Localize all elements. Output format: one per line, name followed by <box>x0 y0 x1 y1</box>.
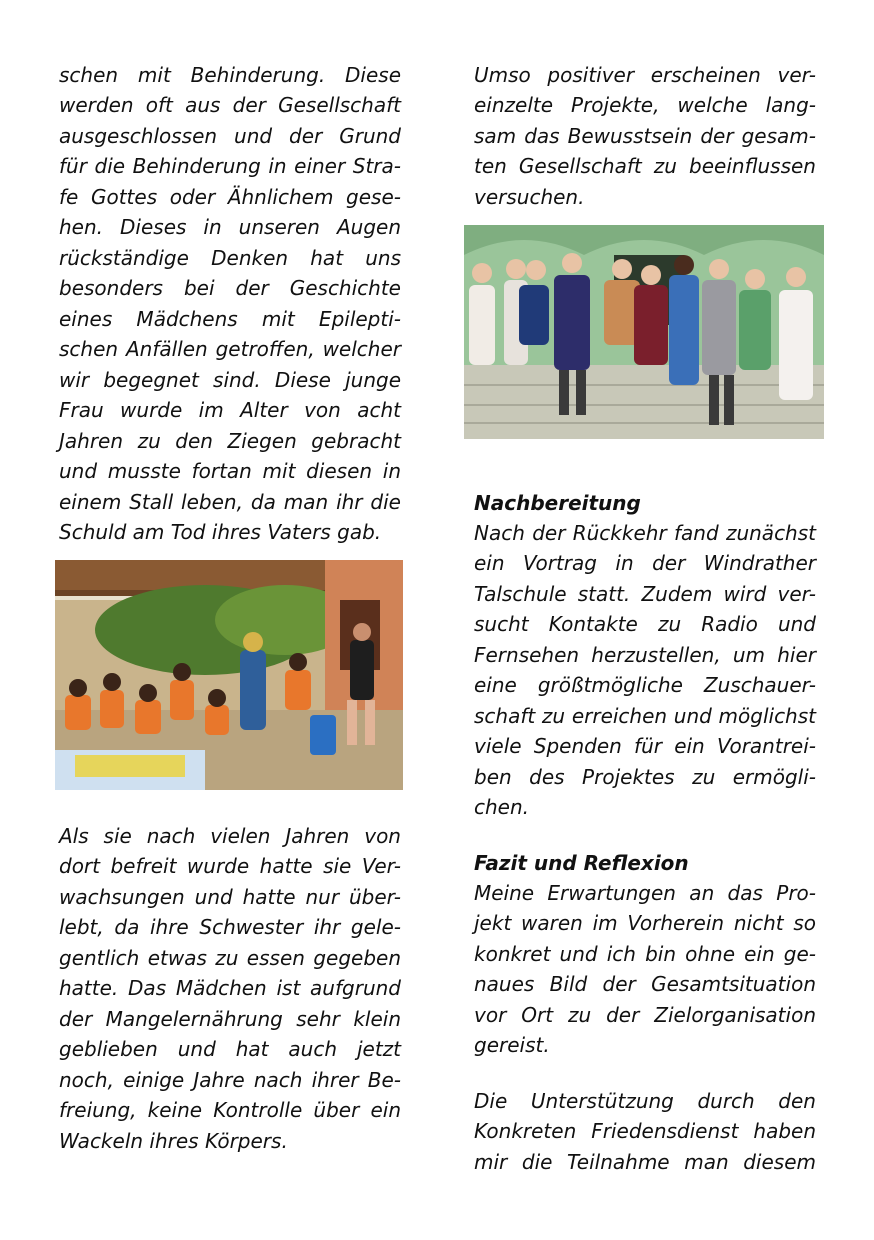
text-line: lebt, da ihre Schwester ihr gele- <box>59 915 401 939</box>
text-line: noch, einige Jahre nach ihrer Be- <box>59 1068 401 1092</box>
text-line: Schuld am Tod ihres Vaters gab. <box>59 520 382 544</box>
section-heading-nachbereitung: Nachbereitung <box>474 491 641 515</box>
text-line: Wackeln ihres Körpers. <box>59 1129 288 1153</box>
text-line: schaft zu erreichen und möglichst <box>474 704 816 728</box>
photo-group <box>464 225 824 439</box>
text-line: eine größtmögliche Zuschauer- <box>474 673 816 697</box>
section-heading-fazit: Fazit und Reflexion <box>474 851 689 875</box>
text-line: mir die Teilnahme man diesem <box>474 1150 816 1174</box>
text-line: Als sie nach vielen Jahren von <box>59 824 401 848</box>
text-line: wir begegnet sind. Diese junge <box>59 368 401 392</box>
text-line: Jahren zu den Ziegen gebracht <box>59 429 401 453</box>
text-line: rückständige Denken hat uns <box>59 246 401 270</box>
text-line: fe Gottes oder Ähnlichem gese- <box>59 185 401 209</box>
text-line: gentlich etwas zu essen gegeben <box>59 946 401 970</box>
text-line: ausgeschlossen und der Grund <box>59 124 401 148</box>
text-line: hatte. Das Mädchen ist aufgrund <box>59 976 401 1000</box>
text-line: werden oft aus der Gesellschaft <box>59 93 401 117</box>
text-line: schen mit Behinderung. Diese <box>59 63 401 87</box>
text-line: Nach der Rückkehr fand zunächst <box>474 521 816 545</box>
text-line: naues Bild der Gesamtsituation <box>474 972 816 996</box>
text-line: der Mangelernährung sehr klein <box>59 1007 401 1031</box>
text-line: Die Unterstützung durch den <box>474 1089 816 1113</box>
text-line: geblieben und hat auch jetzt <box>59 1037 401 1061</box>
text-line: gereist. <box>474 1033 550 1057</box>
photo-children-gathering <box>55 560 403 790</box>
text-line: viele Spenden für ein Vorantrei- <box>474 734 816 758</box>
text-line: Fernsehen herzustellen, um hier <box>474 643 816 667</box>
text-line: für die Behinderung in einer Stra- <box>59 154 401 178</box>
text-line: sam das Bewusstsein der gesam- <box>474 124 816 148</box>
text-line: hen. Dieses in unseren Augen <box>59 215 401 239</box>
text-line: Umso positiver erscheinen ver- <box>474 63 816 87</box>
text-line: vor Ort zu der Zielorganisation <box>474 1003 816 1027</box>
text-line: dort befreit wurde hatte sie Ver- <box>59 854 401 878</box>
text-line: besonders bei der Geschichte <box>59 276 401 300</box>
text-line: ein Vortrag in der Windrather <box>474 551 816 575</box>
text-line: Meine Erwartungen an das Pro- <box>474 881 816 905</box>
text-line: chen. <box>474 795 530 819</box>
text-line: jekt waren im Vorherein nicht so <box>474 911 816 935</box>
text-line: konkret und ich bin ohne ein ge- <box>474 942 816 966</box>
text-line: ten Gesellschaft zu beeinflussen <box>474 154 816 178</box>
text-line: freiung, keine Kontrolle über ein <box>59 1098 401 1122</box>
text-line: einzelte Projekte, welche lang- <box>474 93 816 117</box>
text-line: wachsungen und hatte nur über- <box>59 885 401 909</box>
text-line: Frau wurde im Alter von acht <box>59 398 401 422</box>
text-line: einem Stall leben, da man ihr die <box>59 490 401 514</box>
text-line: eines Mädchens mit Epilepti- <box>59 307 401 331</box>
text-line: sucht Kontakte zu Radio und <box>474 612 816 636</box>
text-line: Konkreten Friedensdienst haben <box>474 1119 816 1143</box>
text-line: Talschule statt. Zudem wird ver- <box>474 582 816 606</box>
text-line: ben des Projektes zu ermögli- <box>474 765 816 789</box>
text-line: versuchen. <box>474 185 585 209</box>
text-line: und musste fortan mit diesen in <box>59 459 401 483</box>
text-line: schen Anfällen getroffen, welcher <box>59 337 401 361</box>
